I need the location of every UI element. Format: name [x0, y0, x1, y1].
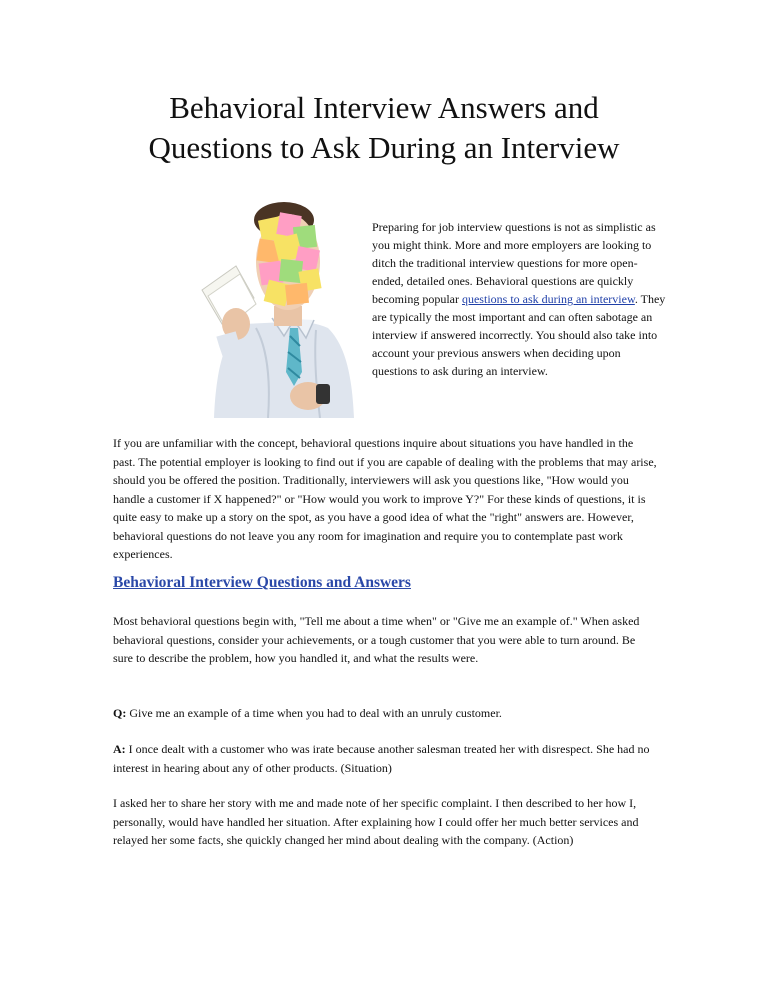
intro-text-after-link: . They are typically the most important and can often sabotage an interview if answered incorrectly. You should also take into account your previous answers when deciding upon questions to ask during an interview. [372, 292, 666, 378]
title-line-1: Behavioral Interview Answers and [169, 90, 599, 125]
question-text: Give me an example of a time when you had to deal with an unruly customer. [126, 706, 502, 720]
question-label: Q: [113, 706, 127, 720]
concept-paragraph: If you are unfamiliar with the concept, behavioral questions inquire about situations you have handled in the past. The potential employer is looking to find out if you are capable of dealing with the problems that may arise, should you be offered the position. Traditionally, interviewers will ask you questions like, "How would you handle a customer if X happened?" or "How would you work to improve Y?" For these kinds of questions, it is quite easy to make up a story on the spot, as you have a good idea of what the "right" answers are. However, behavioral questions do not leave you any room for imagination and require you to contemplate past work experiences. [113, 436, 657, 561]
questions-to-ask-link[interactable]: questions to ask during an interview [461, 292, 635, 306]
page-title [100, 88, 668, 168]
title-line-2: Questions to Ask During an Interview [148, 130, 620, 165]
section-heading: Behavioral Interview Questions and Answers [113, 574, 411, 591]
action-paragraph: I asked her to share her story with me and made note of her specific complaint. I then described to her how I, personally, would have handled her situation. After explaining how I could offer her much better services and relayed her some facts, she quickly changed her mind about dealing with the company. (Action) [113, 796, 639, 847]
answer-paragraph [113, 740, 658, 777]
section-intro-paragraph: Most behavioral questions begin with, "Tell me about a time when" or "Give me an example of." When asked behavioral questions, consider your achievements, or a tough customer that you were able to turn around. Be sure to describe the problem, how you handled it, and what the results were. [113, 614, 640, 665]
question-paragraph [113, 704, 658, 723]
sticky-note-face-man-photo [196, 196, 356, 418]
intro-paragraph [372, 218, 667, 380]
answer-text: I once dealt with a customer who was irate because another salesman treated her with disrespect. She had no interest in hearing about any of other products. (Situation) [113, 742, 650, 775]
intro-text-before-link: Preparing for job interview questions is not as simplistic as you might think. More and more employers are looking to ditch the traditional interview questions for more open-ended, detailed ones. Behavioral questions are quickly becoming popular [372, 220, 656, 306]
answer-label: A: [113, 742, 126, 756]
